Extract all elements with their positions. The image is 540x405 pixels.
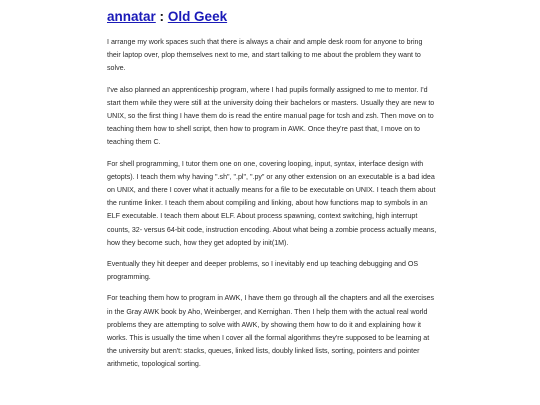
paragraph-awk: For teaching them how to program in AWK, I have them go through all the chapters and all the exercises in the Gray AWK book by Aho, Weinberger, and Kernighan. Then I help them with the actual real world problems they are attempting to solve with AWK, by showing them how to do it and explaining how it works. This is usually the time when I cover all the formal algorithms they're supposed to be learning at the university but aren't: stacks, queues, linked lists, doubly linked lists, sorting, pointers and pointer arithmetic, topological sorting.: [107, 294, 435, 369]
article-body: [107, 36, 437, 380]
page-header: [107, 9, 227, 24]
paragraph-workspace: I arrange my work spaces such that there is always a chair and ample desk room for anyone to bring their laptop over, plop themselves next to me, and start talking to me about the problem they want to solve.: [107, 38, 423, 73]
header-separator: :: [159, 9, 165, 24]
paragraph-shell-programming: For shell programming, I tutor them one on one, covering looping, input, syntax, interface design with getopts). I teach them why having ".sh", ".pl", ".py" or any other extension on an executable is a bad idea on UNIX, and there I cover what it actually means for a file to be executable on UNIX. I teach them about the runtime linker. I teach them about compiling and linking, about how functions map to symbols in an ELF executable. I teach them about ELF. About process spawning, context switching, high interrupt counts, 32- versus 64-bit code, instruction encoding. About what being a zombie process actually means, how they become such, how they get adopted by init(1M).: [107, 159, 437, 247]
paragraph-apprenticeship: I've also planned an apprenticeship program, where I had pupils formally assigned to me to mentor. I'd start them while they were still at the university doing their bachelors or masters. Usually they are new to UNIX, so the first thing I have them do is read the entire manual page for tcsh and zsh. Then move on to teaching them how to shell script, then how to program in AWK. Once they're past that, I move on to teaching them C.: [107, 85, 435, 147]
title-link[interactable]: Old Geek: [167, 9, 228, 24]
site-link[interactable]: annatar: [107, 9, 156, 24]
paragraph-debugging: Eventually they hit deeper and deeper problems, so I inevitably end up teaching debugging and OS programming.: [107, 260, 419, 282]
